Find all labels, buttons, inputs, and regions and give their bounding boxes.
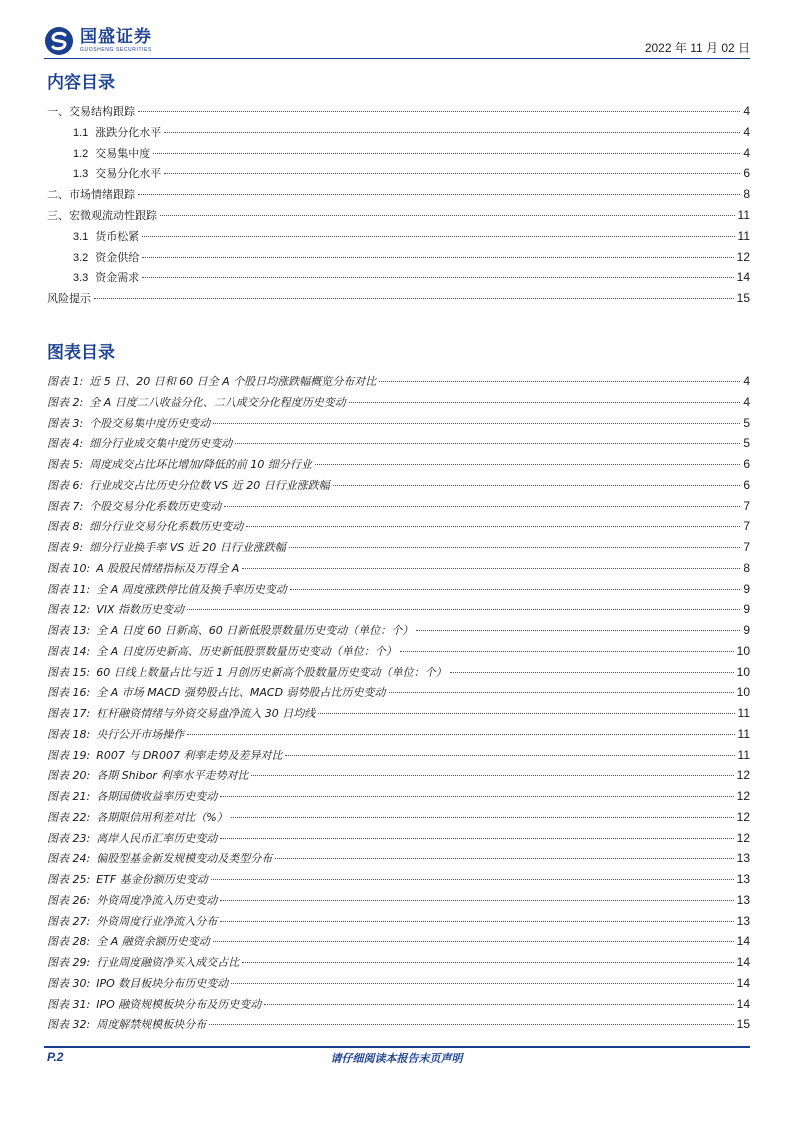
toc-item-page: 12 (736, 249, 750, 264)
header-divider (44, 58, 750, 59)
dot-leader (246, 526, 740, 527)
toc-item-number: 3.2 (73, 251, 89, 264)
toc-item[interactable] (47, 288, 750, 309)
dot-leader (290, 589, 741, 590)
figure-item-label: 细分行业交易分化系数历史变动 (89, 520, 244, 534)
figure-item-number: 图表 17: (47, 707, 91, 720)
figure-item-page: 14 (736, 934, 750, 949)
dot-leader (142, 236, 734, 237)
figure-item[interactable] (47, 682, 750, 703)
dot-leader (333, 485, 741, 486)
figure-item-page: 4 (743, 374, 750, 388)
figure-item[interactable] (47, 1014, 750, 1035)
figure-item-number: 图表 3: (47, 416, 84, 430)
figure-item-page: 13 (736, 913, 750, 928)
page-number: P.2 (47, 1050, 64, 1064)
figure-item-label: 细分行业成交集中度历史变动 (89, 437, 233, 451)
figure-item-label: 个股交易分化系数历史变动 (89, 499, 222, 513)
figure-item[interactable] (47, 994, 750, 1015)
figure-item-number: 图表 25: (47, 873, 91, 886)
figure-item[interactable] (47, 433, 750, 454)
dot-leader (264, 1004, 733, 1005)
toc-item[interactable] (47, 205, 750, 226)
figure-item-page: 5 (743, 415, 750, 430)
figure-item-page: 6 (743, 457, 750, 471)
figure-item-number: 图表 29: (47, 956, 91, 969)
dot-leader (220, 921, 733, 922)
figure-item-page: 14 (736, 955, 750, 969)
toc-item[interactable] (47, 226, 750, 247)
dot-leader (138, 111, 740, 112)
figure-item-page: 4 (743, 394, 750, 409)
figure-item[interactable] (47, 848, 750, 869)
figure-item[interactable] (47, 516, 750, 537)
figure-item-label: VIX 指数历史变动 (96, 603, 185, 617)
figure-item-label: A 股股民情绪指标及万得全 A (96, 561, 240, 575)
figure-item[interactable] (47, 765, 750, 786)
toc-item[interactable] (47, 122, 750, 143)
figure-item-label: 全 A 市场 MACD 强势股占比、MACD 弱势股占比历史变动 (96, 686, 386, 700)
figure-item[interactable] (47, 786, 750, 807)
figure-item[interactable] (47, 828, 750, 849)
dot-leader (209, 1024, 733, 1025)
figure-item-page: 12 (736, 809, 750, 824)
figure-item[interactable] (47, 392, 750, 413)
toc-item[interactable] (47, 267, 750, 288)
dot-leader (416, 630, 740, 631)
dot-leader (220, 838, 733, 839)
dot-leader (389, 692, 734, 693)
toc-item-page: 11 (737, 207, 750, 222)
figure-item-number: 图表 13: (47, 624, 91, 637)
figure-item[interactable] (47, 558, 750, 579)
figure-item-number: 图表 1: (47, 375, 84, 388)
dot-leader (450, 672, 734, 673)
figure-item-number: 图表 14: (47, 644, 91, 658)
toc-item-page: 14 (736, 270, 750, 285)
figure-item-number: 图表 15: (47, 665, 91, 679)
figure-item[interactable] (47, 890, 750, 911)
figure-item-number: 图表 9: (47, 541, 84, 554)
figure-item-page: 9 (743, 602, 750, 617)
figure-item-number: 图表 7: (47, 499, 84, 513)
toc-item-label: 交易集中度 (95, 146, 151, 160)
toc-item-label: 资金供给 (95, 250, 140, 264)
figure-item-page: 13 (736, 892, 750, 907)
figure-item-label: 60 日线上数量占比与近 1 月创历史新高个股数量历史变动（单位：个） (96, 665, 447, 679)
figure-item-page: 12 (736, 789, 750, 803)
toc-item[interactable] (47, 163, 750, 184)
toc-item-label: 货币松紧 (95, 229, 140, 243)
figure-item[interactable] (47, 703, 750, 724)
dot-leader (231, 817, 734, 818)
toc-item[interactable] (47, 101, 750, 122)
figure-item-label: 行业成交占比历史分位数 VS 近 20 日行业涨跌幅 (89, 478, 330, 492)
figure-item[interactable] (47, 745, 750, 766)
figure-item-label: 全 A 日度 60 日新高、60 日新低股票数量历史变动（单位：个） (96, 624, 414, 637)
figure-item-label: 行业周度融资净买入成交占比 (96, 956, 240, 969)
dot-leader (164, 173, 740, 174)
figure-item-label: 各期限信用利差对比（%） (96, 810, 228, 824)
toc-item-label: 一、交易结构跟踪 (47, 105, 135, 118)
figure-item-label: 细分行业换手率 VS 近 20 日行业涨跌幅 (89, 541, 286, 554)
figure-item-page: 10 (736, 685, 750, 700)
toc-item-number: 1.1 (73, 126, 89, 139)
figure-item-number: 图表 24: (47, 852, 91, 866)
figure-item-label: 杠杆融资情绪与外资交易盘净流入 30 日均线 (96, 707, 316, 720)
logo-subtitle: GUOSHENG SECURITIES (80, 47, 152, 53)
figure-item-page: 11 (737, 726, 750, 741)
toc-item-number: 1.2 (73, 147, 89, 160)
toc-item-label: 涨跌分化水平 (95, 125, 162, 139)
figure-item-page: 12 (736, 830, 750, 845)
figure-item-page: 10 (736, 664, 750, 679)
toc-item-label: 风险提示 (47, 292, 91, 306)
dot-leader (142, 277, 733, 278)
figure-item[interactable] (47, 952, 750, 973)
toc-item[interactable] (47, 143, 750, 164)
figure-item-page: 7 (743, 540, 750, 554)
logo-mark-icon (44, 26, 74, 56)
figure-item-number: 图表 10: (47, 561, 91, 575)
figure-item-label: ETF 基金份额历史变动 (96, 873, 208, 886)
toc-item-page: 6 (743, 166, 750, 181)
figure-item-page: 5 (743, 436, 750, 451)
dot-leader (138, 194, 740, 195)
dot-leader (160, 215, 735, 216)
figure-item-number: 图表 30: (47, 976, 91, 990)
dot-leader (285, 755, 734, 756)
figure-item-page: 15 (736, 1017, 750, 1032)
figure-item-label: 全 A 融资余额历史变动 (96, 935, 210, 949)
dot-leader (153, 153, 740, 154)
disclaimer-note: 请仔细阅读本报告末页声明 (330, 1052, 463, 1065)
toc-title: 内容目录 (47, 73, 115, 93)
figure-item[interactable] (47, 475, 750, 496)
figure-item[interactable] (47, 413, 750, 434)
toc-item-page: 15 (736, 291, 750, 306)
figure-item-label: 周度成交占比环比增加/降低的前 10 细分行业 (89, 458, 312, 471)
toc-item-page: 4 (743, 104, 750, 118)
figure-item-number: 图表 12: (47, 603, 91, 617)
toc-item-label: 资金需求 (95, 271, 140, 285)
dot-leader (213, 941, 734, 942)
figure-item-page: 8 (743, 560, 750, 575)
figure-item[interactable] (47, 911, 750, 932)
figure-item-label: 各期 Shibor 利率水平走势对比 (96, 769, 249, 783)
figure-item-label: R007 与 DR007 利率走势及差异对比 (96, 748, 283, 762)
figure-item-page: 9 (743, 581, 750, 596)
dot-leader (187, 734, 734, 735)
toc-item-label: 二、市场情绪跟踪 (47, 188, 135, 202)
dot-leader (349, 402, 741, 403)
dot-leader (211, 879, 734, 880)
figure-item[interactable] (47, 579, 750, 600)
footer-divider (44, 1046, 750, 1048)
figure-item[interactable] (47, 454, 750, 475)
figure-item-number: 图表 18: (47, 727, 91, 741)
figure-item[interactable] (47, 869, 750, 890)
figures-title: 图表目录 (47, 343, 115, 363)
figure-item[interactable] (47, 931, 750, 952)
figure-item-page: 11 (737, 747, 750, 762)
dot-leader (220, 900, 733, 901)
figure-item-page: 12 (736, 768, 750, 783)
figure-item-label: 偏股型基金新发规模变动及类型分布 (96, 852, 273, 866)
figure-item[interactable] (47, 724, 750, 745)
dot-leader (289, 547, 741, 548)
figure-item-label: 周度解禁规模板块分布 (96, 1018, 207, 1032)
figure-item-page: 14 (736, 996, 750, 1011)
figure-item-page: 9 (743, 623, 750, 637)
toc-item-number: 3.1 (73, 230, 89, 243)
toc-item-number: 3.3 (73, 272, 89, 285)
company-logo (44, 24, 152, 58)
figure-item-number: 图表 23: (47, 831, 91, 845)
figures-list (47, 371, 750, 1035)
toc-item-page: 8 (743, 187, 750, 202)
figure-item-label: IPO 融资规模板块分布及历史变动 (96, 997, 262, 1011)
figure-item-number: 图表 5: (47, 458, 84, 471)
figure-item-number: 图表 32: (47, 1018, 91, 1032)
dot-leader (231, 983, 733, 984)
figure-item-number: 图表 6: (47, 478, 84, 492)
figure-item-number: 图表 11: (47, 582, 91, 596)
figure-item-page: 13 (736, 872, 750, 886)
figure-item-number: 图表 8: (47, 520, 84, 534)
figure-item-page: 13 (736, 851, 750, 866)
figure-item-number: 图表 2: (47, 395, 84, 409)
figure-item[interactable] (47, 496, 750, 517)
figure-item[interactable] (47, 973, 750, 994)
dot-leader (242, 568, 740, 569)
figure-item[interactable] (47, 807, 750, 828)
toc-item-page: 4 (743, 145, 750, 160)
figure-item-number: 图表 16: (47, 686, 91, 700)
figure-item-number: 图表 20: (47, 769, 91, 783)
report-date: 2022 年 11 月 02 日 (644, 41, 750, 55)
figure-item-number: 图表 19: (47, 748, 91, 762)
figure-item[interactable] (47, 620, 750, 641)
dot-leader (379, 381, 740, 382)
toc-item-number: 1.3 (73, 168, 89, 181)
figure-item-number: 图表 26: (47, 893, 91, 907)
toc-list (47, 101, 750, 309)
figure-item-label: 央行公开市场操作 (96, 727, 185, 741)
dot-leader (224, 506, 740, 507)
figure-item-page: 6 (743, 477, 750, 492)
figure-item[interactable] (47, 599, 750, 620)
figure-item-label: 全 A 日度历史新高、历史新低股票数量历史变动（单位：个） (96, 644, 397, 658)
dot-leader (275, 858, 733, 859)
figure-item-number: 图表 28: (47, 935, 91, 949)
figure-item-label: 离岸人民币汇率历史变动 (96, 831, 218, 845)
figure-item[interactable] (47, 662, 750, 683)
dot-leader (400, 651, 734, 652)
figure-item-label: 近 5 日、20 日和 60 日全 A 个股日均涨跌幅概览分布对比 (89, 375, 377, 388)
dot-leader (315, 464, 740, 465)
figure-item-label: 各期国债收益率历史变动 (96, 790, 218, 803)
figure-item-number: 图表 22: (47, 810, 91, 824)
dot-leader (213, 423, 740, 424)
dot-leader (142, 257, 733, 258)
toc-item-page: 4 (743, 124, 750, 139)
figure-item-label: 全 A 周度涨跌停比值及换手率历史变动 (96, 582, 287, 596)
figure-item[interactable] (47, 641, 750, 662)
figure-item-number: 图表 27: (47, 914, 91, 928)
figure-item-page: 10 (736, 643, 750, 658)
dot-leader (242, 962, 733, 963)
figure-item-page: 14 (736, 975, 750, 990)
logo-name: 国盛证券 (80, 27, 152, 47)
dot-leader (318, 713, 734, 714)
toc-item[interactable] (47, 184, 750, 205)
figure-item-page: 7 (743, 498, 750, 513)
toc-item-label: 交易分化水平 (95, 167, 162, 181)
dot-leader (220, 796, 733, 797)
dot-leader (235, 443, 740, 444)
figure-item-label: 全 A 日度二八收益分化、二八成交分化程度历史变动 (89, 395, 346, 409)
dot-leader (251, 775, 733, 776)
dot-leader (94, 298, 734, 299)
figure-item[interactable] (47, 371, 750, 392)
toc-item[interactable] (47, 247, 750, 268)
figure-item-label: 个股交易集中度历史变动 (89, 416, 211, 430)
figure-item[interactable] (47, 537, 750, 558)
dot-leader (187, 609, 740, 610)
page-header (44, 24, 750, 58)
figure-item-number: 图表 21: (47, 790, 91, 803)
figure-item-label: 外资周度净流入历史变动 (96, 893, 218, 907)
toc-item-label: 三、宏微观流动性跟踪 (47, 208, 157, 222)
dot-leader (164, 132, 740, 133)
figure-item-label: IPO 数目板块分布历史变动 (96, 976, 229, 990)
figure-item-number: 图表 31: (47, 997, 91, 1011)
figure-item-page: 11 (737, 706, 750, 720)
figure-item-number: 图表 4: (47, 437, 84, 451)
toc-item-page: 11 (737, 228, 750, 243)
figure-item-label: 外资周度行业净流入分布 (96, 914, 218, 928)
figure-item-page: 7 (743, 519, 750, 534)
